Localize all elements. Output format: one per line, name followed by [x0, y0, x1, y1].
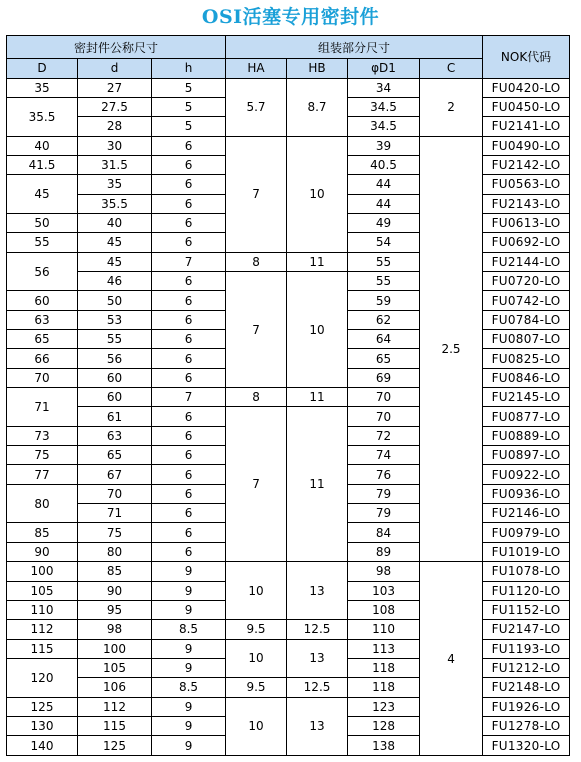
cell-h: 6	[152, 136, 226, 155]
cell-h: 6	[152, 426, 226, 445]
cell-nok-code: FU1078-LO	[483, 562, 570, 581]
cell-nok-code: FU0922-LO	[483, 465, 570, 484]
table-row	[7, 678, 570, 697]
cell-D: 90	[7, 542, 78, 561]
table-row	[7, 388, 570, 407]
cell-nok-code: FU2147-LO	[483, 620, 570, 639]
cell-D1: 62	[348, 310, 420, 329]
cell-D: 55	[7, 233, 78, 252]
cell-D1: 72	[348, 426, 420, 445]
cell-d: 27.5	[78, 97, 152, 116]
cell-D: 65	[7, 330, 78, 349]
cell-h: 6	[152, 291, 226, 310]
cell-D: 35	[7, 78, 78, 97]
cell-nok-code: FU0897-LO	[483, 446, 570, 465]
cell-HA: 8	[226, 252, 287, 271]
cell-HA: 7	[226, 136, 287, 252]
cell-d: 95	[78, 600, 152, 619]
cell-d: 105	[78, 658, 152, 677]
cell-d: 28	[78, 117, 152, 136]
cell-h: 5	[152, 78, 226, 97]
cell-d: 50	[78, 291, 152, 310]
cell-d: 100	[78, 639, 152, 658]
cell-h: 6	[152, 542, 226, 561]
cell-D: 73	[7, 426, 78, 445]
cell-nok-code: FU1212-LO	[483, 658, 570, 677]
cell-d: 70	[78, 484, 152, 503]
cell-HA: 7	[226, 407, 287, 562]
cell-h: 9	[152, 697, 226, 716]
cell-D1: 54	[348, 233, 420, 252]
cell-h: 7	[152, 388, 226, 407]
cell-nok-code: FU0889-LO	[483, 426, 570, 445]
cell-d: 90	[78, 581, 152, 600]
cell-D1: 40.5	[348, 155, 420, 174]
cell-d: 35.5	[78, 194, 152, 213]
cell-d: 71	[78, 504, 152, 523]
cell-d: 40	[78, 213, 152, 232]
cell-nok-code: FU0563-LO	[483, 175, 570, 194]
table-row	[7, 697, 570, 716]
cell-D: 63	[7, 310, 78, 329]
cell-d: 63	[78, 426, 152, 445]
cell-D1: 59	[348, 291, 420, 310]
cell-D: 71	[7, 388, 78, 427]
cell-nok-code: FU0825-LO	[483, 349, 570, 368]
header-nok-code: NOK代码	[483, 36, 570, 79]
cell-D1: 49	[348, 213, 420, 232]
cell-nok-code: FU0742-LO	[483, 291, 570, 310]
cell-d: 55	[78, 330, 152, 349]
table-row	[7, 407, 570, 426]
cell-d: 98	[78, 620, 152, 639]
cell-h: 8.5	[152, 678, 226, 697]
cell-D1: 128	[348, 716, 420, 735]
cell-nok-code: FU0807-LO	[483, 330, 570, 349]
cell-h: 6	[152, 523, 226, 542]
cell-h: 6	[152, 484, 226, 503]
cell-d: 75	[78, 523, 152, 542]
cell-nok-code: FU1926-LO	[483, 697, 570, 716]
cell-d: 80	[78, 542, 152, 561]
cell-D1: 55	[348, 252, 420, 271]
cell-D: 70	[7, 368, 78, 387]
cell-D1: 34.5	[348, 97, 420, 116]
cell-d: 85	[78, 562, 152, 581]
table-row	[7, 639, 570, 658]
cell-D1: 108	[348, 600, 420, 619]
cell-d: 45	[78, 252, 152, 271]
header-col-D: D	[7, 59, 78, 78]
cell-HA: 10	[226, 697, 287, 755]
cell-HB: 10	[287, 272, 348, 388]
cell-HA: 5.7	[226, 78, 287, 136]
cell-D1: 34.5	[348, 117, 420, 136]
cell-D1: 76	[348, 465, 420, 484]
cell-nok-code: FU1278-LO	[483, 716, 570, 735]
cell-D: 120	[7, 658, 78, 697]
seal-spec-table	[6, 35, 570, 756]
cell-HA: 10	[226, 639, 287, 678]
cell-D: 100	[7, 562, 78, 581]
cell-HB: 10	[287, 136, 348, 252]
cell-HB: 13	[287, 697, 348, 755]
cell-HA: 10	[226, 562, 287, 620]
cell-d: 65	[78, 446, 152, 465]
table-row	[7, 136, 570, 155]
cell-nok-code: FU1019-LO	[483, 542, 570, 561]
cell-HB: 11	[287, 407, 348, 562]
cell-D: 40	[7, 136, 78, 155]
cell-h: 6	[152, 407, 226, 426]
cell-HB: 13	[287, 562, 348, 620]
table-row	[7, 272, 570, 291]
cell-nok-code: FU0613-LO	[483, 213, 570, 232]
cell-D: 60	[7, 291, 78, 310]
header-col-C: C	[420, 59, 483, 78]
table-row	[7, 252, 570, 271]
cell-h: 9	[152, 639, 226, 658]
cell-nok-code: FU2148-LO	[483, 678, 570, 697]
cell-D1: 44	[348, 194, 420, 213]
cell-nok-code: FU2146-LO	[483, 504, 570, 523]
cell-D1: 74	[348, 446, 420, 465]
cell-d: 46	[78, 272, 152, 291]
header-col-d: d	[78, 59, 152, 78]
cell-d: 35	[78, 175, 152, 194]
cell-d: 125	[78, 736, 152, 756]
page-title: OSI活塞专用密封件	[201, 6, 380, 28]
cell-h: 6	[152, 310, 226, 329]
cell-h: 9	[152, 600, 226, 619]
cell-h: 5	[152, 117, 226, 136]
cell-d: 112	[78, 697, 152, 716]
cell-D: 85	[7, 523, 78, 542]
cell-D1: 113	[348, 639, 420, 658]
cell-HA: 8	[226, 388, 287, 407]
cell-h: 9	[152, 716, 226, 735]
cell-nok-code: FU2144-LO	[483, 252, 570, 271]
cell-h: 6	[152, 194, 226, 213]
cell-h: 6	[152, 155, 226, 174]
header-row-groups	[7, 36, 570, 59]
cell-D1: 64	[348, 330, 420, 349]
cell-h: 6	[152, 213, 226, 232]
cell-h: 6	[152, 175, 226, 194]
cell-D: 140	[7, 736, 78, 756]
cell-nok-code: FU2141-LO	[483, 117, 570, 136]
cell-D: 110	[7, 600, 78, 619]
cell-HB: 11	[287, 388, 348, 407]
cell-nok-code: FU1152-LO	[483, 600, 570, 619]
cell-D: 75	[7, 446, 78, 465]
cell-h: 9	[152, 658, 226, 677]
cell-D1: 138	[348, 736, 420, 756]
cell-D: 130	[7, 716, 78, 735]
header-col-HA: HA	[226, 59, 287, 78]
cell-d: 60	[78, 368, 152, 387]
cell-h: 6	[152, 272, 226, 291]
cell-h: 9	[152, 736, 226, 756]
header-col-h: h	[152, 59, 226, 78]
cell-D: 125	[7, 697, 78, 716]
cell-d: 115	[78, 716, 152, 735]
cell-h: 6	[152, 446, 226, 465]
cell-nok-code: FU0692-LO	[483, 233, 570, 252]
header-col-D1: φD1	[348, 59, 420, 78]
cell-d: 27	[78, 78, 152, 97]
cell-d: 67	[78, 465, 152, 484]
cell-h: 9	[152, 562, 226, 581]
cell-HA: 9.5	[226, 678, 287, 697]
cell-D: 105	[7, 581, 78, 600]
cell-D1: 70	[348, 407, 420, 426]
cell-D1: 69	[348, 368, 420, 387]
cell-D1: 39	[348, 136, 420, 155]
cell-d: 53	[78, 310, 152, 329]
cell-D1: 103	[348, 581, 420, 600]
cell-D: 115	[7, 639, 78, 658]
cell-D1: 118	[348, 658, 420, 677]
cell-h: 6	[152, 504, 226, 523]
cell-nok-code: FU0936-LO	[483, 484, 570, 503]
cell-D1: 79	[348, 504, 420, 523]
cell-d: 106	[78, 678, 152, 697]
cell-nok-code: FU0420-LO	[483, 78, 570, 97]
cell-nok-code: FU0784-LO	[483, 310, 570, 329]
table-row	[7, 562, 570, 581]
cell-D: 45	[7, 175, 78, 214]
cell-nok-code: FU0450-LO	[483, 97, 570, 116]
cell-nok-code: FU0846-LO	[483, 368, 570, 387]
cell-h: 6	[152, 233, 226, 252]
header-col-HB: HB	[287, 59, 348, 78]
cell-d: 45	[78, 233, 152, 252]
cell-D: 41.5	[7, 155, 78, 174]
cell-D: 80	[7, 484, 78, 523]
cell-d: 31.5	[78, 155, 152, 174]
cell-D1: 44	[348, 175, 420, 194]
cell-h: 5	[152, 97, 226, 116]
cell-d: 61	[78, 407, 152, 426]
table-row	[7, 78, 570, 97]
cell-nok-code: FU0877-LO	[483, 407, 570, 426]
cell-nok-code: FU2143-LO	[483, 194, 570, 213]
cell-h: 6	[152, 349, 226, 368]
cell-d: 30	[78, 136, 152, 155]
cell-nok-code: FU1320-LO	[483, 736, 570, 756]
cell-h: 8.5	[152, 620, 226, 639]
cell-HB: 11	[287, 252, 348, 271]
cell-D1: 65	[348, 349, 420, 368]
cell-d: 60	[78, 388, 152, 407]
cell-nok-code: FU0979-LO	[483, 523, 570, 542]
cell-h: 9	[152, 581, 226, 600]
cell-h: 6	[152, 368, 226, 387]
cell-h: 7	[152, 252, 226, 271]
cell-D: 50	[7, 213, 78, 232]
cell-C: 4	[420, 562, 483, 756]
header-assembly-size: 组装部分尺寸	[226, 36, 483, 59]
cell-HB: 12.5	[287, 620, 348, 639]
cell-D1: 84	[348, 523, 420, 542]
cell-HB: 13	[287, 639, 348, 678]
cell-nok-code: FU2145-LO	[483, 388, 570, 407]
cell-D1: 70	[348, 388, 420, 407]
cell-C: 2.5	[420, 136, 483, 562]
cell-D1: 89	[348, 542, 420, 561]
cell-HB: 12.5	[287, 678, 348, 697]
cell-h: 6	[152, 330, 226, 349]
table-row	[7, 620, 570, 639]
cell-HB: 8.7	[287, 78, 348, 136]
cell-D1: 98	[348, 562, 420, 581]
cell-nok-code: FU2142-LO	[483, 155, 570, 174]
cell-D1: 55	[348, 272, 420, 291]
cell-d: 56	[78, 349, 152, 368]
cell-D1: 110	[348, 620, 420, 639]
cell-nok-code: FU0490-LO	[483, 136, 570, 155]
cell-D: 77	[7, 465, 78, 484]
cell-C: 2	[420, 78, 483, 136]
cell-HA: 9.5	[226, 620, 287, 639]
cell-nok-code: FU0720-LO	[483, 272, 570, 291]
cell-D: 66	[7, 349, 78, 368]
cell-HA: 7	[226, 272, 287, 388]
cell-D1: 79	[348, 484, 420, 503]
header-seal-size: 密封件公称尺寸	[7, 36, 226, 59]
cell-D: 112	[7, 620, 78, 639]
cell-D: 56	[7, 252, 78, 291]
cell-nok-code: FU1193-LO	[483, 639, 570, 658]
cell-D1: 118	[348, 678, 420, 697]
cell-D1: 123	[348, 697, 420, 716]
cell-D: 35.5	[7, 97, 78, 136]
cell-nok-code: FU1120-LO	[483, 581, 570, 600]
cell-h: 6	[152, 465, 226, 484]
cell-D1: 34	[348, 78, 420, 97]
